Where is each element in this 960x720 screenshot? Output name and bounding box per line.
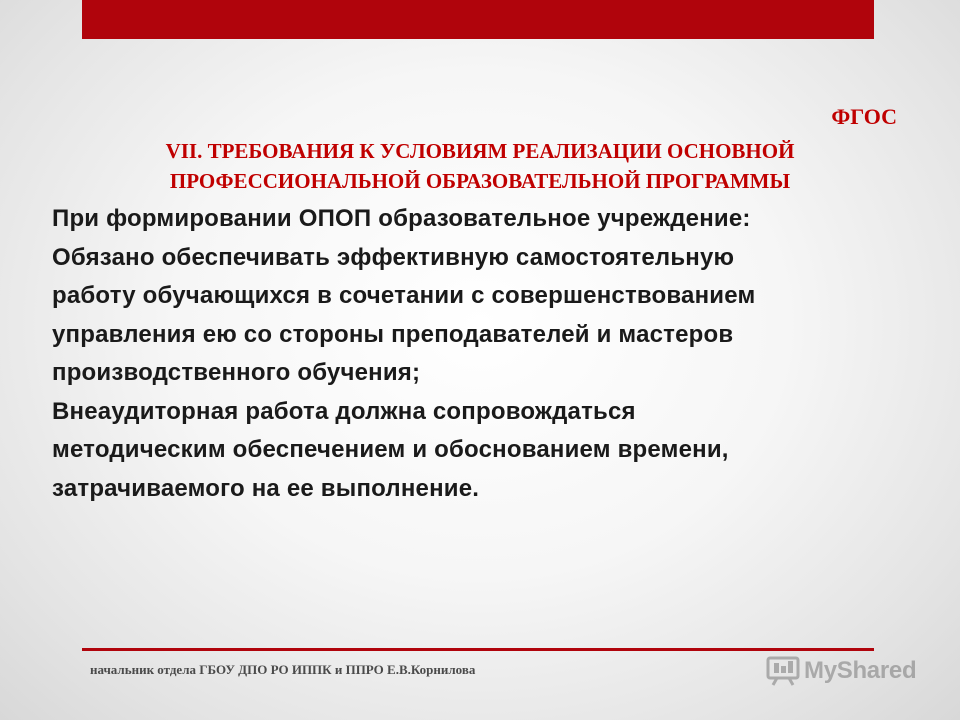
- footer-author: начальник отдела ГБОУ ДПО РО ИППК и ППРО Е.В.Корнилова: [90, 662, 476, 677]
- body-line: методическим обеспечением и обоснованием времени,: [52, 436, 729, 463]
- body-line: производственного обучения;: [52, 359, 421, 386]
- slide-label: ФГОС: [831, 104, 897, 129]
- body-line: Внеаудиторная работа должна сопровождаться: [52, 397, 636, 425]
- slide-title-line: ПРОФЕССИОНАЛЬНОЙ ОБРАЗОВАТЕЛЬНОЙ ПРОГРАММЫ: [169, 169, 791, 193]
- watermark-text: MyShared: [804, 657, 917, 684]
- top-accent-bar: [82, 0, 874, 39]
- slide-title: [40, 136, 920, 196]
- body-line: работу обучающихся в сочетании с совершенствованием: [52, 282, 756, 309]
- presentation-board-icon: [766, 656, 800, 686]
- watermark: [766, 656, 916, 686]
- slide-title-line: VII. ТРЕБОВАНИЯ К УСЛОВИЯМ РЕАЛИЗАЦИИ ОСНОВНОЙ: [165, 139, 795, 163]
- body-line: затрачиваемого на ее выполнение.: [52, 474, 480, 502]
- body-line: При формировании ОПОП образовательное учреждение:: [52, 205, 751, 232]
- body-line: Обязано обеспечивать эффективную самостоятельную: [52, 243, 735, 271]
- body-line: управления ею со стороны преподавателей и мастеров: [52, 320, 734, 348]
- slide-body: [52, 200, 912, 508]
- footer-divider: [82, 648, 874, 651]
